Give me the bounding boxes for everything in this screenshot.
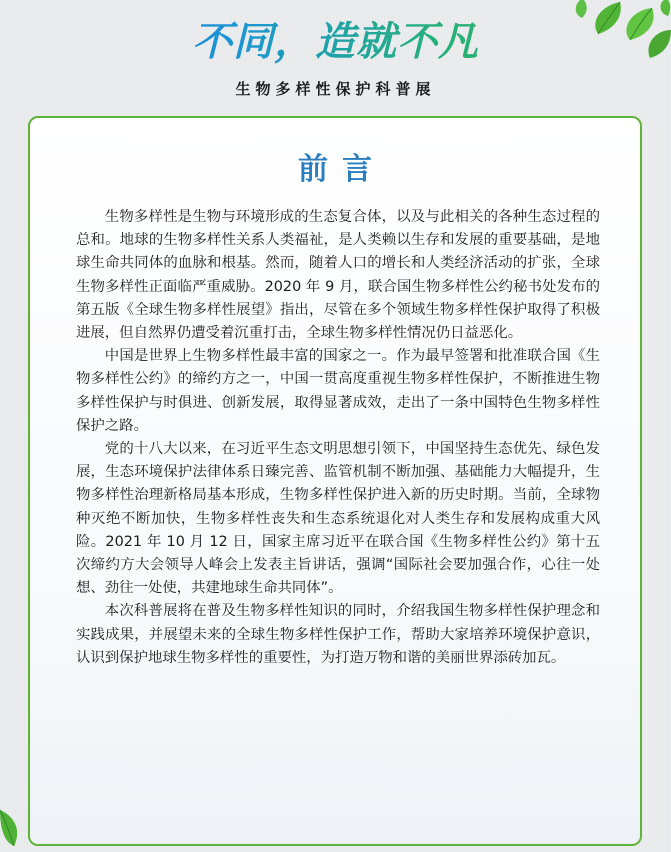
main-title: 不同，造就不凡 bbox=[0, 18, 671, 66]
paragraph: 中国是世界上生物多样性最丰富的国家之一。作为最早签署和批准联合国《生物多样性公约》的缔约方之一，中国一贯高度重视生物多样性保护，不断推进生物多样性保护与时俱进、创新发展，取得显著成效，走出了一条中国特色生物多样性保护之路。 bbox=[76, 348, 600, 434]
exhibition-subtitle: 生物多样性保护科普展 bbox=[235, 80, 436, 98]
paragraph: 党的十八大以来，在习近平生态文明思想引领下，中国坚持生态优先、绿色发展，生态环境保护法律体系日臻完善、监管机制不断加强、基础能力大幅提升，生物多样性治理新格局基本形成，生物多样性保护进入新的历史时期。当前，全球物种灭绝不断加快，生物多样性丧失和生态系统退化对人类生存和发展构成重大风险。2021 年 10 月 12 日，国家主席习近平在联合国《生物多样性公约》第十五次缔约方大会领导人峰会上发表主旨讲话，强调“国际社会要加强合作，心往一处想、劲往一处使，共建地球生命共同体”。 bbox=[76, 441, 600, 597]
paragraph: 生物多样性是生物与环境形成的生态复合体，以及与此相关的各种生态过程的总和。地球的生物多样性关系人类福祉，是人类赖以生存和发展的重要基础，是地球生命共同体的血脉和根基。然而，随着人口的增长和人类经济活动的扩张，全球生物多样性正面临严重威胁。2020 年 9 月，联合国生物多样性公约秘书处发布的第五版《全球生物多样性展望》指出，尽管在多个领域生物多样性保护取得了积极进展，但自然界仍遭受着沉重打击，全球生物多样性情况仍日益恶化。 bbox=[76, 209, 600, 342]
paragraph: 本次科普展将在普及生物多样性知识的同时，介绍我国生物多样性保护理念和实践成果，并展望未来的全球生物多样性保护工作，帮助大家培养环境保护意识，认识到保护地球生物多样性的重要性，为打造万物和谐的美丽世界添砖加瓦。 bbox=[76, 603, 600, 666]
article-body bbox=[76, 206, 600, 670]
article-heading: 前言 bbox=[298, 152, 386, 187]
content-card bbox=[28, 116, 642, 846]
leaf-icon bbox=[560, 0, 671, 70]
leaf-cluster-top-right bbox=[576, 0, 671, 58]
